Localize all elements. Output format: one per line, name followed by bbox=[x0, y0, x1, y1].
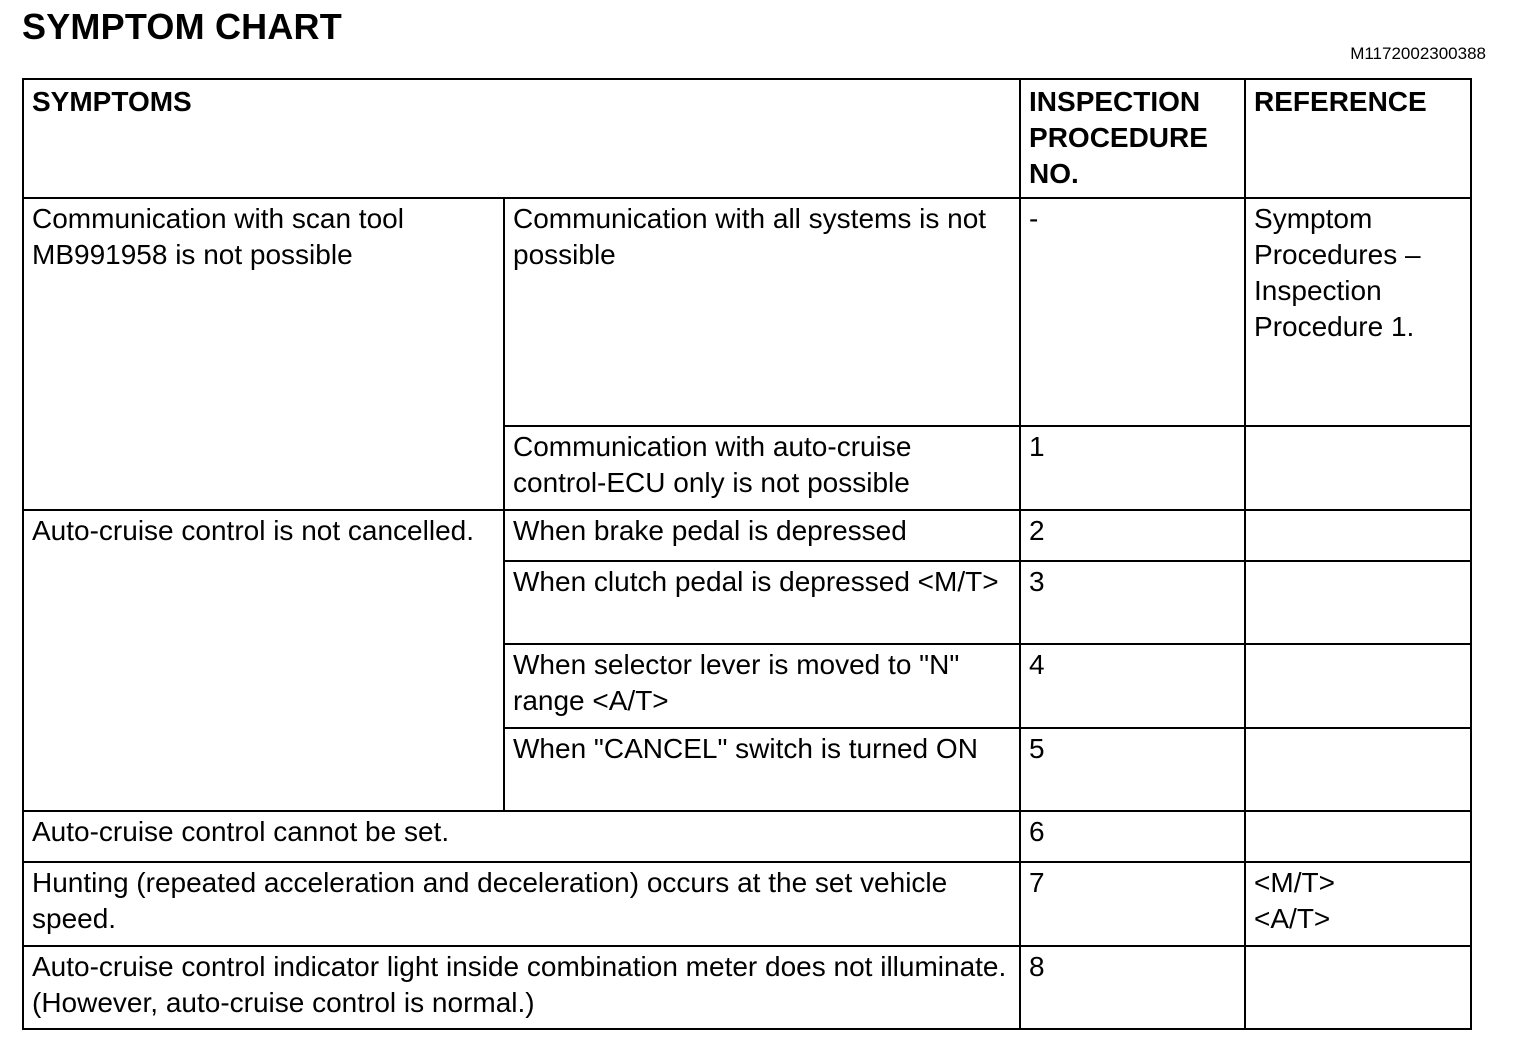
table-row bbox=[23, 862, 1471, 946]
reference-cell bbox=[1245, 426, 1471, 510]
reference-line: Symptom bbox=[1254, 203, 1373, 234]
reference-line: Procedures – bbox=[1254, 239, 1421, 270]
procedure-number: 1 bbox=[1020, 426, 1245, 510]
header-inspection-line-2: PROCEDURE bbox=[1029, 122, 1208, 153]
symptom-communication-all-systems: Communication with all systems is not possible bbox=[504, 198, 1020, 426]
procedure-number: 3 bbox=[1020, 561, 1245, 644]
procedure-number: 8 bbox=[1020, 946, 1245, 1029]
procedure-number: 4 bbox=[1020, 644, 1245, 728]
reference-cell bbox=[1245, 862, 1471, 946]
reference-cell bbox=[1245, 946, 1471, 1029]
symptom-cannot-be-set: Auto-cruise control cannot be set. bbox=[23, 811, 1020, 862]
reference-line: Procedure 1. bbox=[1254, 311, 1415, 342]
table-row bbox=[23, 946, 1471, 1029]
table-row bbox=[23, 510, 1471, 561]
symptom-cancel-switch: When "CANCEL" switch is turned ON bbox=[504, 728, 1020, 811]
procedure-number: 7 bbox=[1020, 862, 1245, 946]
procedure-number: 2 bbox=[1020, 510, 1245, 561]
header-inspection-line-3: NO. bbox=[1029, 158, 1079, 189]
reference-cell bbox=[1245, 644, 1471, 728]
symptom-selector-lever: When selector lever is moved to "N" range <A/T> bbox=[504, 644, 1020, 728]
procedure-number: 5 bbox=[1020, 728, 1245, 811]
header-inspection-line-1: INSPECTION bbox=[1029, 86, 1201, 117]
header-inspection-procedure-no bbox=[1020, 79, 1245, 198]
symptom-chart-table bbox=[22, 78, 1472, 1030]
reference-line: Inspection bbox=[1254, 275, 1382, 306]
symptom-indicator-light: Auto-cruise control indicator light inside combination meter does not illuminate. (However, auto-cruise control is normal.) bbox=[23, 946, 1020, 1029]
reference-cell bbox=[1245, 811, 1471, 862]
header-row bbox=[23, 79, 1471, 198]
reference-line: <M/T> bbox=[1254, 867, 1335, 898]
document-id: M1172002300388 bbox=[1350, 44, 1486, 63]
reference-cell bbox=[1245, 198, 1471, 426]
symptom-hunting: Hunting (repeated acceleration and deceleration) occurs at the set vehicle speed. bbox=[23, 862, 1020, 946]
procedure-number: - bbox=[1020, 198, 1245, 426]
header-reference: REFERENCE bbox=[1245, 79, 1471, 198]
table-row bbox=[23, 198, 1471, 426]
procedure-number: 6 bbox=[1020, 811, 1245, 862]
table-row bbox=[23, 811, 1471, 862]
symptom-brake-pedal: When brake pedal is depressed bbox=[504, 510, 1020, 561]
reference-line: <A/T> bbox=[1254, 903, 1331, 934]
header-symptoms: SYMPTOMS bbox=[23, 79, 1020, 198]
symptom-group-not-cancelled: Auto-cruise control is not cancelled. bbox=[23, 510, 504, 811]
page-title: SYMPTOM CHART bbox=[22, 6, 342, 47]
symptom-clutch-pedal: When clutch pedal is depressed <M/T> bbox=[504, 561, 1020, 644]
reference-cell bbox=[1245, 510, 1471, 561]
symptom-communication-ecu: Communication with auto-cruise control-ECU only is not possible bbox=[504, 426, 1020, 510]
symptom-group-communication: Communication with scan tool MB991958 is not possible bbox=[23, 198, 504, 510]
reference-cell bbox=[1245, 728, 1471, 811]
reference-cell bbox=[1245, 561, 1471, 644]
